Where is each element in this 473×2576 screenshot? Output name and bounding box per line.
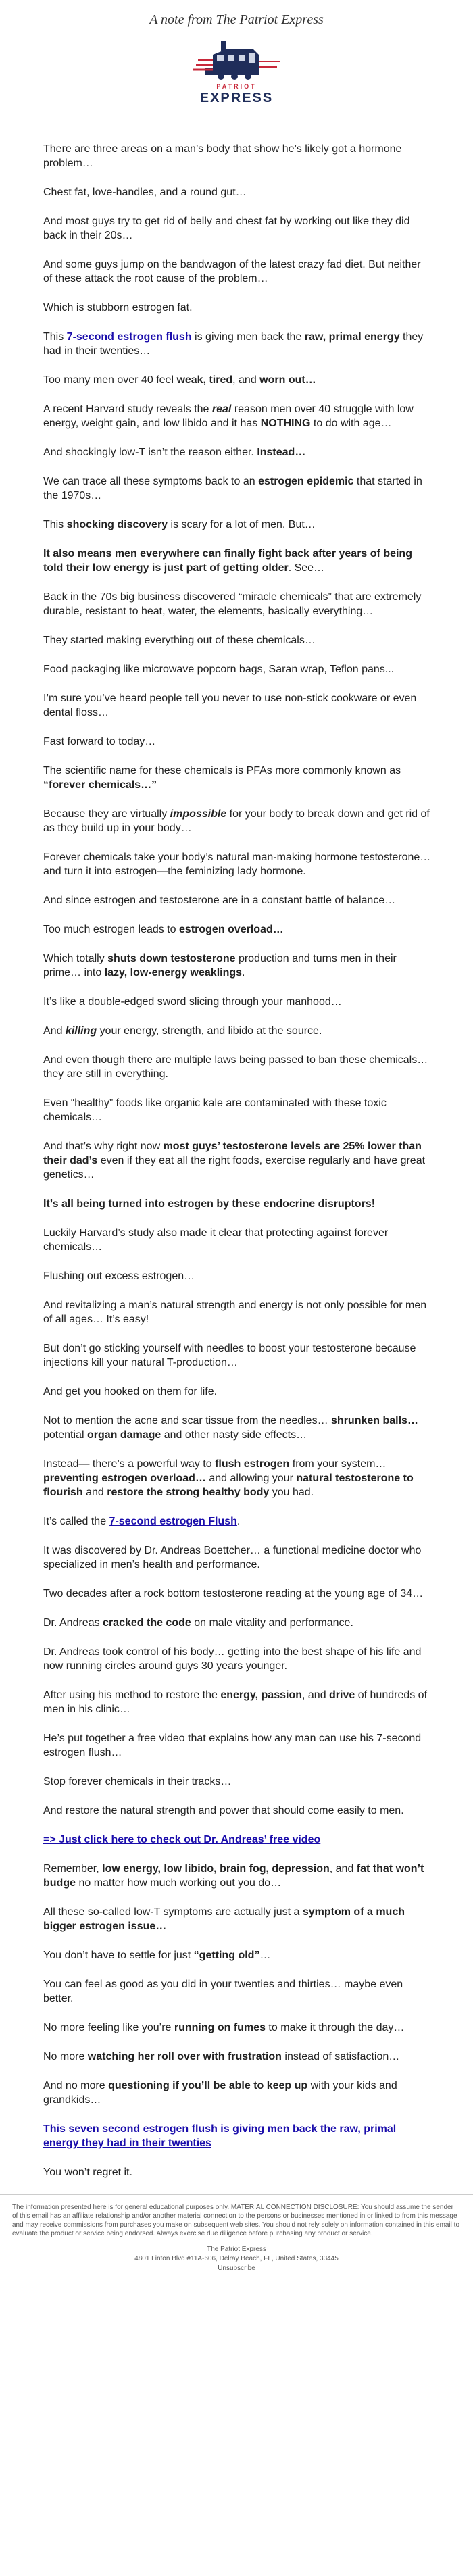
free-video-link[interactable]: => Just click here to check out Dr. Andreas’ free video <box>43 1834 321 1846</box>
unsubscribe-link[interactable]: Unsubscribe <box>218 2264 255 2272</box>
paragraph: And most guys try to get rid of belly and chest fat by working out like they did back in their 20s… <box>43 216 410 241</box>
legal-disclaimer: The information presented here is for general educational purposes only. MATERIAL CONNECTION DISCLOSURE: You should assume the sender of this email has an affiliate relationship and/or another material connection to the persons or businesses mentioned in or linked to from this message and may receive commissions from purchases you make on subsequent web sites. You should not rely solely on information contained in this email to evaluate the product or service being endorsed. Always exercise due diligence before purchasing any product or service. <box>12 2204 460 2237</box>
company-name: The Patriot Express <box>207 2246 266 2253</box>
paragraph: All these so-called low-T symptoms are actually just a symptom of a much bigger estrogen issue… <box>43 1906 405 1932</box>
paragraph: It also means men everywhere can finally fight back after years of being told their low energy is just part of getting older. See… <box>43 548 412 574</box>
paragraph: And no more questioning if you’ll be able to keep up with your kids and grandkids… <box>43 2080 397 2106</box>
paragraph: Remember, low energy, low libido, brain fog, depression, and fat that won’t budge no matter how much working out you do… <box>43 1863 424 1889</box>
footer-divider <box>0 2194 473 2195</box>
paragraph <box>43 1833 432 1847</box>
paragraph: We can trace all these symptoms back to an estrogen epidemic that started in the 1970s… <box>43 476 422 501</box>
paragraph: Fast forward to today… <box>43 736 156 747</box>
paragraph: Chest fat, love-handles, and a round gut… <box>43 187 247 198</box>
paragraph: It’s all being turned into estrogen by these endocrine disruptors! <box>43 1198 376 1210</box>
paragraph: They started making everything out of these chemicals… <box>43 635 316 646</box>
paragraph: Even “healthy” foods like organic kale are contaminated with these toxic chemicals… <box>43 1097 387 1123</box>
paragraph: Flushing out excess estrogen… <box>43 1270 195 1282</box>
paragraph: No more feeling like you’re running on fumes to make it through the day… <box>43 2022 405 2033</box>
paragraph: Two decades after a rock bottom testosterone reading at the young age of 34… <box>43 1588 424 1600</box>
paragraph: This 7-second estrogen flush is giving men back the raw, primal energy they had in their twenties… <box>43 331 424 357</box>
email-body <box>0 142 473 2179</box>
paragraph: Too much estrogen leads to estrogen overload… <box>43 924 284 935</box>
paragraph: Dr. Andreas took control of his body… getting into the best shape of his life and now running circles around guys 30 years younger. <box>43 1646 422 1672</box>
paragraph: You won’t regret it. <box>43 2166 132 2178</box>
paragraph: No more watching her roll over with frustration instead of satisfaction… <box>43 2051 400 2062</box>
paragraph: And shockingly low-T isn’t the reason either. Instead… <box>43 447 306 458</box>
paragraph: A recent Harvard study reveals the real reason men over 40 struggle with low energy, weight gain, and low libido and it has NOTHING to do with age… <box>43 403 414 429</box>
paragraph: And that’s why right now most guys’ testosterone levels are 25% lower than their dad’s even if they eat all the right foods, exercise regularly and have great genetics… <box>43 1141 426 1181</box>
paragraph: Luckily Harvard’s study also made it clear that protecting against forever chemicals… <box>43 1227 389 1253</box>
paragraph: You can feel as good as you did in your twenties and thirties… maybe even better. <box>43 1979 403 2004</box>
paragraph: Stop forever chemicals in their tracks… <box>43 1776 232 1787</box>
paragraph: Instead— there’s a powerful way to flush estrogen from your system… preventing estrogen overload… and allowing your natural testosterone to flourish and restore the strong healthy body you had. <box>43 1458 414 1498</box>
paragraph: This shocking discovery is scary for a lot of men. But… <box>43 519 316 530</box>
primal-energy-link[interactable]: This seven second estrogen flush is giving men back the raw, primal energy they had in their twenties <box>43 2123 397 2149</box>
paragraph: Which is stubborn estrogen fat. <box>43 302 193 314</box>
patriot-express-logo <box>186 34 287 109</box>
paragraph: Dr. Andreas cracked the code on male vitality and performance. <box>43 1617 353 1629</box>
footer <box>0 2203 473 2287</box>
paragraph: He’s put together a free video that explains how any man can use his 7-second estrogen flush… <box>43 1733 422 1758</box>
logo-top-text: PATRIOT <box>216 83 257 90</box>
paragraph: But don’t go sticking yourself with needles to boost your testosterone because injections kill your natural T-production… <box>43 1343 416 1368</box>
paragraph: Too many men over 40 feel weak, tired, and worn out… <box>43 374 316 386</box>
estrogen-flush-link-2[interactable]: 7-second estrogen Flush <box>109 1516 237 1527</box>
paragraph: There are three areas on a man’s body that show he’s likely got a hormone problem… <box>43 143 402 169</box>
paragraph: And revitalizing a man’s natural strength and energy is not only possible for men of all ages… It’s easy! <box>43 1299 427 1325</box>
logo-bottom-text: EXPRESS <box>199 91 274 105</box>
paragraph <box>43 2122 432 2150</box>
paragraph: I’m sure you’ve heard people tell you never to use non-stick cookware or even dental floss… <box>43 693 417 718</box>
paragraph: Not to mention the acne and scar tissue from the needles… shrunken balls… potential organ damage and other nasty side effects… <box>43 1415 418 1441</box>
paragraph: You don’t have to settle for just “getting old”… <box>43 1950 271 1961</box>
train-icon <box>193 41 280 80</box>
paragraph: It’s like a double-edged sword slicing through your manhood… <box>43 996 342 1008</box>
paragraph: Back in the 70s big business discovered “miracle chemicals” that are extremely durable, resistant to heat, water, the elements, basically everything… <box>43 591 422 617</box>
estrogen-flush-link[interactable]: 7-second estrogen flush <box>66 331 192 343</box>
paragraph: It was discovered by Dr. Andreas Boettcher… a functional medicine doctor who specialized in men’s health and performance. <box>43 1545 422 1570</box>
paragraph: Which totally shuts down testosterone production and turns men in their prime… into lazy, low-energy weaklings. <box>43 953 397 979</box>
paragraph: And since estrogen and testosterone are in a constant battle of balance… <box>43 895 396 906</box>
paragraph: Forever chemicals take your body’s natural man-making hormone testosterone… and turn it into estrogen—the feminizing lady hormone. <box>43 851 431 877</box>
paragraph: Food packaging like microwave popcorn bags, Saran wrap, Teflon pans... <box>43 664 395 675</box>
paragraph: And some guys jump on the bandwagon of the latest crazy fad diet. But neither of these attack the root cause of the problem… <box>43 259 421 284</box>
paragraph: The scientific name for these chemicals is PFAs more commonly known as “forever chemicals…” <box>43 765 401 791</box>
company-address: 4801 Linton Blvd #11A-606, Delray Beach, FL, United States, 33445 <box>134 2255 339 2262</box>
paragraph: And restore the natural strength and power that should come easily to men. <box>43 1805 404 1816</box>
paragraph: And even though there are multiple laws being passed to ban these chemicals… they are still in everything. <box>43 1054 428 1080</box>
paragraph: And get you hooked on them for life. <box>43 1386 218 1397</box>
paragraph: Because they are virtually impossible for your body to break down and get rid of as they build up in your body… <box>43 808 430 834</box>
paragraph: And killing your energy, strength, and libido at the source. <box>43 1025 322 1037</box>
paragraph: After using his method to restore the energy, passion, and drive of hundreds of men in his clinic… <box>43 1689 428 1715</box>
header-title: A note from The Patriot Express <box>149 12 324 27</box>
paragraph: It’s called the 7-second estrogen Flush. <box>43 1516 241 1527</box>
